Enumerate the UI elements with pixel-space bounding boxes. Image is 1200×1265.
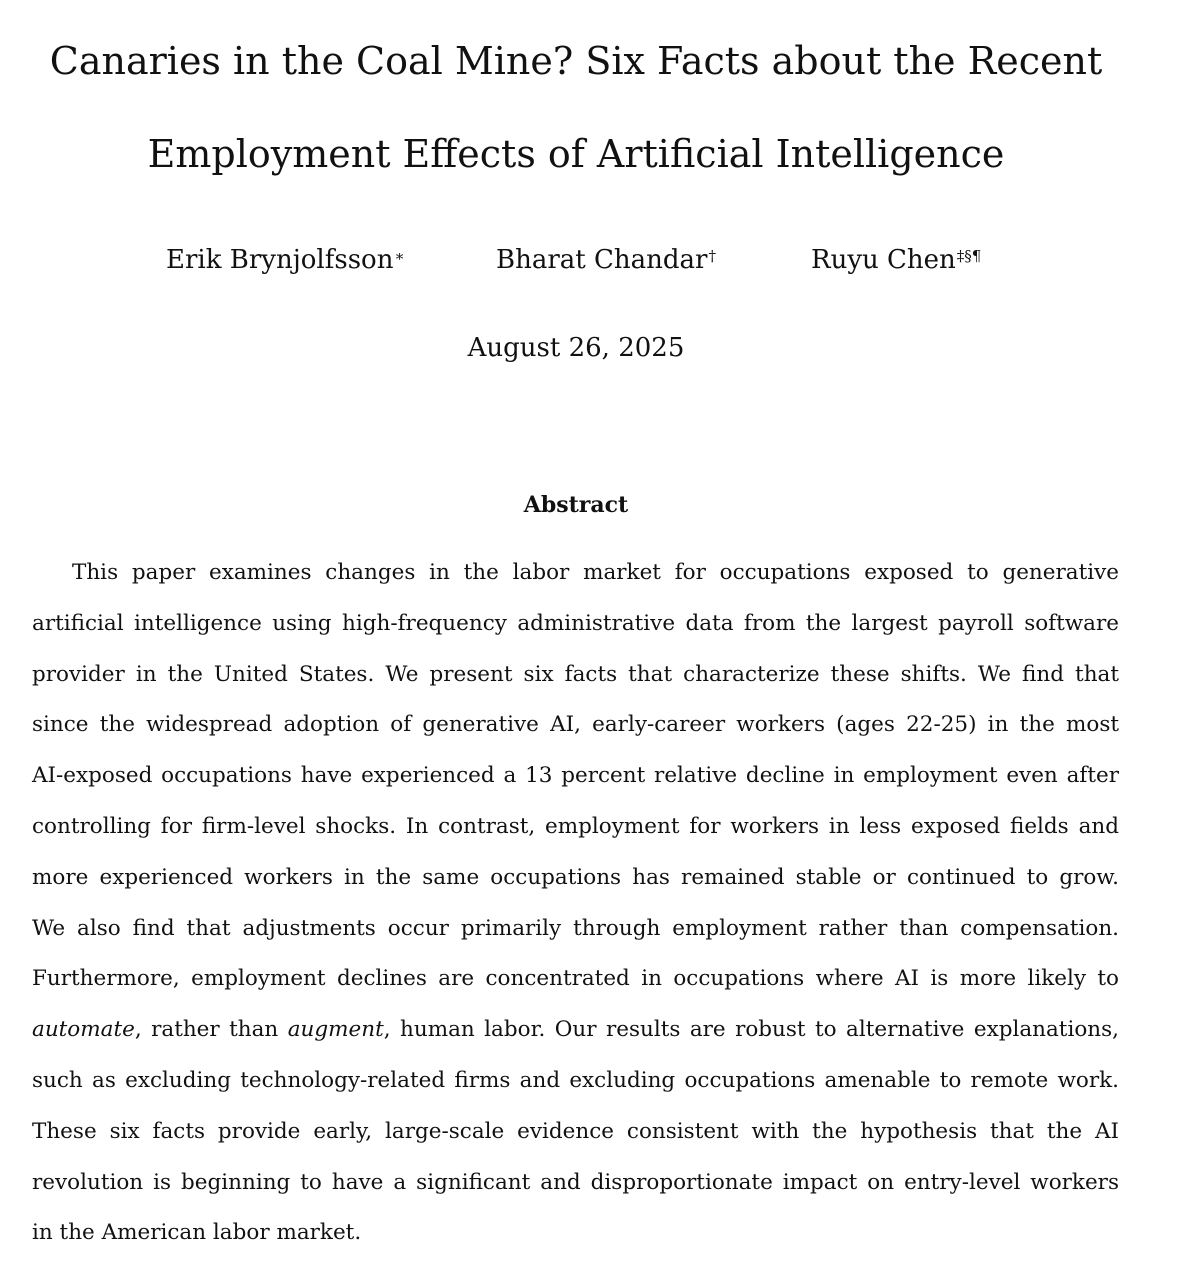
author-1 <box>166 240 405 280</box>
abstract-line: more experienced workers in the same occupations has remained stable or continued to grow. <box>32 864 1119 890</box>
abstract-line: We also find that adjustments occur primarily through employment rather than compensation. <box>32 915 1119 941</box>
publication-date: August 26, 2025 <box>467 333 685 363</box>
footnote-mark: † <box>708 247 716 265</box>
author-name: Erik Brynjolfsson <box>166 245 394 275</box>
abstract-line: These six facts provide early, large-scale evidence consistent with the hypothesis that the AI <box>32 1118 1119 1144</box>
abstract-line-italic <box>32 1011 1119 1062</box>
abstract-line: revolution is beginning to have a significant and disproportionate impact on entry-level workers <box>32 1169 1119 1195</box>
abstract-line: such as excluding technology-related firms and excluding occupations amenable to remote work. <box>32 1067 1119 1093</box>
abstract-line: AI-exposed occupations have experienced a 13 percent relative decline in employment even after <box>32 763 1119 789</box>
abstract-text: , human labor. Our results are robust to alternative explanations, <box>383 1017 1119 1043</box>
italic-term: automate <box>32 1017 135 1043</box>
abstract-line: since the widespread adoption of generative AI, early-career workers (ages 22-25) in the most <box>32 712 1119 738</box>
abstract-line: This paper examines changes in the labor market for occupations exposed to generative <box>72 560 1119 585</box>
author-list <box>0 240 1200 280</box>
footnote-mark: ∗ <box>394 247 405 265</box>
abstract-line: in the American labor market. <box>32 1220 362 1246</box>
author-name: Bharat Chandar <box>496 245 708 275</box>
author-name: Ruyu Chen <box>811 245 956 275</box>
abstract-heading: Abstract <box>523 492 629 518</box>
paper-title-line-2: Employment Effects of Artificial Intelligence <box>147 132 1005 176</box>
paper-title-line-1: Canaries in the Coal Mine? Six Facts about the Recent <box>49 39 1103 83</box>
author-3 <box>811 240 981 280</box>
footnote-mark: ‡§¶ <box>956 247 982 265</box>
abstract-line: provider in the United States. We present six facts that characterize these shifts. We find that <box>32 661 1119 687</box>
abstract-line: artificial intelligence using high-frequency administrative data from the largest payroll software <box>32 610 1119 636</box>
abstract-body <box>32 554 1119 1265</box>
abstract-line: controlling for firm-level shocks. In contrast, employment for workers in less exposed fields and <box>32 813 1119 839</box>
author-2 <box>496 240 716 280</box>
abstract-line: Furthermore, employment declines are concentrated in occupations where AI is more likely to <box>32 966 1119 992</box>
italic-term: augment <box>287 1017 384 1043</box>
abstract-text: , rather than <box>134 1017 288 1043</box>
